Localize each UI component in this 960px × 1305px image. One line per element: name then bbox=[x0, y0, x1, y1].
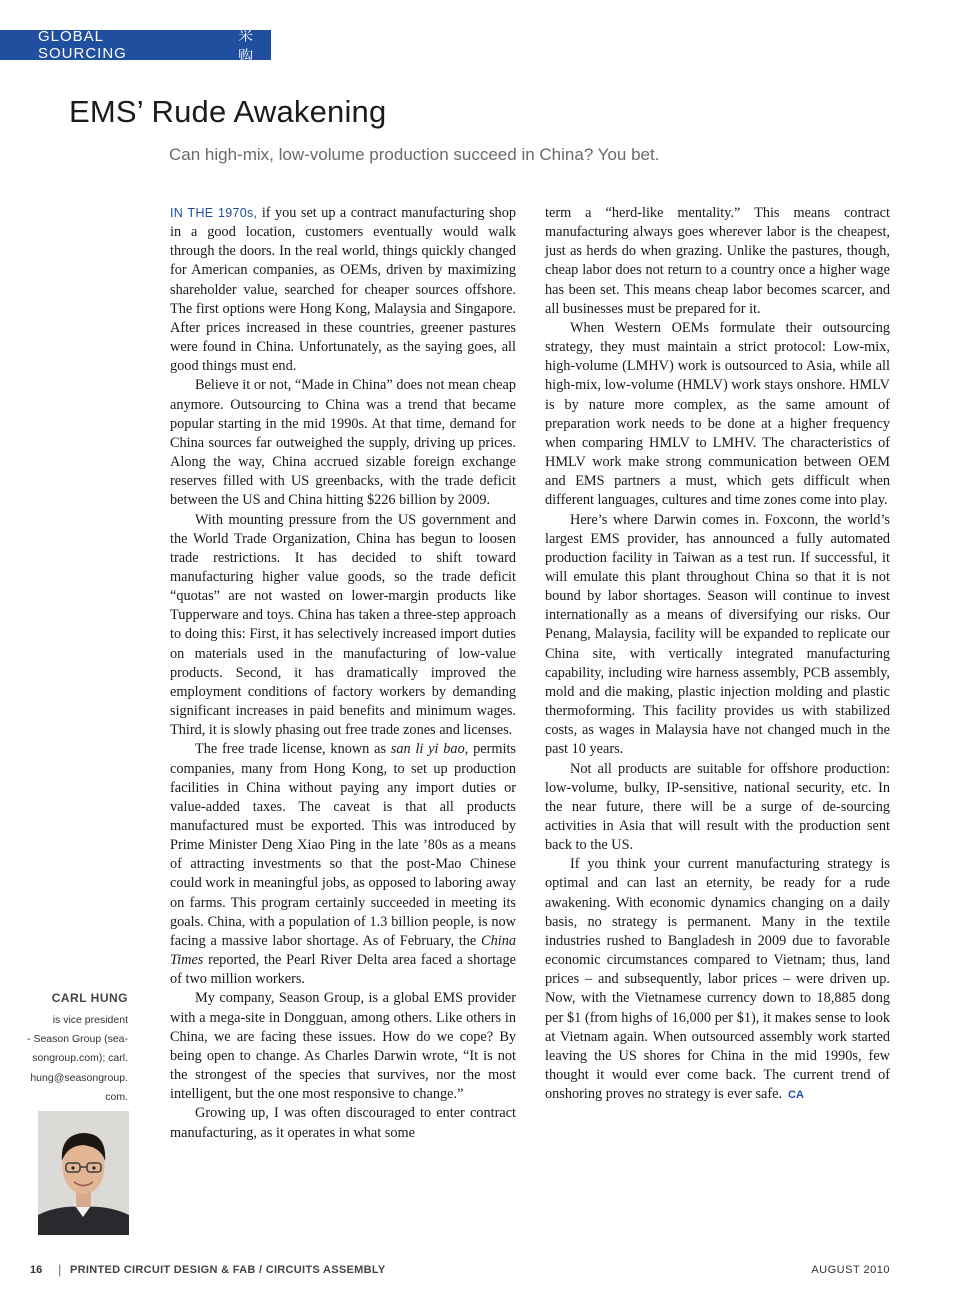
paragraph: term a “herd-like mentality.” This means contract manufacturing always goes wherever labor is the cheapest, just as herds do when grazing. Unlike the pastures, though, cheap labor does not return to a country once a higher wage has been set. This means cheap labor becomes scarcer, and all businesses must be prepared for it. bbox=[545, 205, 890, 317]
paragraph: Believe it or not, “Made in China” does not mean cheap anymore. Outsourcing to China was a trend that became popular starting in the mid 1990s. At that time, demand for China sources far outweighed the supply, driving up prices. Along the way, China accrued sizable foreign exchange reserves filled with US greenbacks, with the trade deficit between the US and China hitting $226 billion by 2009. bbox=[170, 377, 516, 509]
paragraph: With mounting pressure from the US government and the World Trade Organization, China has begun to loosen trade restrictions. It has decided to shift toward manufacturing higher value goods, so the trade deficit “quotas” are not wasted on lower-margin products like Tupperware and toys. China has taken a three-step approach to doing this: First, it has selectively increased import duties on materials used in the manufacturing of low-value products. Second, it has dramatically improved the employment conditions of factory workers by demanding significant increases in paid benefits and minimum wages. Third, it is slowly phasing out free trade zones and licenses. bbox=[170, 511, 516, 739]
paragraph: When Western OEMs formulate their outsourcing strategy, they must maintain a strict protocol: Low-mix, high-volume (LMHV) work is outsourced to Asia, while all high-mix, low-volume (HMLV) work stays onshore. HMLV is by nature more complex, as the same amount of preparation work needs to be done at a higher frequency when comparing HMLV to LMHV. The characteristics of HMLV work make strong communication between OEM and EMS partners a must, which gets difficult when different languages, cultures and time zones come into play. bbox=[545, 319, 890, 509]
footer-separator: | bbox=[58, 1262, 62, 1277]
author-box bbox=[20, 991, 128, 1107]
paragraph-text: The free trade license, known as bbox=[195, 741, 391, 758]
author-portrait-graphic bbox=[38, 1111, 129, 1235]
page-footer bbox=[0, 1262, 960, 1280]
author-bio-line: - Season Group (sea- bbox=[27, 1033, 128, 1046]
article-deck: Can high-mix, low-volume production succeed in China? You bet. bbox=[169, 145, 660, 164]
author-bio bbox=[20, 1011, 128, 1107]
author-bio-line: is vice president bbox=[52, 1014, 128, 1026]
section-label: GLOBAL SOURCING bbox=[38, 28, 127, 62]
section-label-cn: 采购 bbox=[238, 27, 256, 65]
paragraph bbox=[545, 855, 890, 1105]
paragraph-text: if you set up a contract manufacturing shop in a good location, customers eventually would walk through the doors. In the real world, things quickly changed for American companies, as OEMs, driven by maximizing shareholder value, searched for cheaper sources offshore. The first options were Hong Kong, Malaysia and Singapore. After prices increased in these countries, greener pastures were found in China. Unfortunately, as the saying goes, all good things must end. bbox=[170, 205, 517, 375]
paragraph: Not all products are suitable for offshore production: low-volume, bulky, IP-sensitive, national security, etc. In the near future, there will be a surge of de-sourcing activities in Asia that will result with the production sent back to the US. bbox=[545, 760, 890, 854]
publication-name: China Times bbox=[170, 932, 516, 969]
article-headline: EMS’ Rude Awakening bbox=[69, 94, 387, 129]
article-column-2 bbox=[545, 204, 890, 1105]
publication-name: PRINTED CIRCUIT DESIGN & FAB / CIRCUITS ASSEMBLY bbox=[70, 1264, 386, 1276]
author-bio-line: com. bbox=[105, 1090, 128, 1103]
paragraph bbox=[170, 204, 516, 376]
paragraph-text: , permits companies, many from Hong Kong, to set up production facilities in China without paying any import duties or value-added taxes. The caveat is that all products manufactured must be exported. This was introduced by Prime Minister Deng Xiao Ping in the late ’80s as a means of attracting investments so that the post-Mao Chinese could work in meaningful jobs, as opposed to laboring away on farms. This program certainly succeeded in meeting its goals. China, with a population of 1.3 billion people, is now facing a massive labor shortage. As of February, the bbox=[170, 741, 516, 949]
article-column-1 bbox=[170, 204, 516, 1143]
issue-date: AUGUST 2010 bbox=[811, 1264, 890, 1276]
paragraph bbox=[170, 740, 516, 989]
paragraph-text: If you think your current manufacturing strategy is optimal and can last an eternity, be ready for a rude awakening. With economic dynamics changing on a daily basis, no strategy is permanent. Many in the textile industries rushed to Bangladesh in 2009 due to favorable economic circumstances compared to Vietnam; thus, land prices – and subsequently, labor prices – were driven up. Now, with the Vietnamese currency down to 18,885 dong per $1 (from highs of 16,000 per $1), it makes sense to look at Vietnam again. When outsourced assembly work started leaving the US shores for China in the mid 1990s, few thought it would ever come back. The current trend of onshoring proves no strategy is ever safe. bbox=[545, 856, 890, 1103]
author-photo bbox=[38, 1111, 129, 1235]
paragraph: My company, Season Group, is a global EMS provider with a mega-site in Dongguan, among others. Like others in China, we are facing these issues. How do we cope? By being open to change. As Charles Darwin wrote, “It is not the strongest of the species that survives, nor the most intelligent, but the one most responsive to change.” bbox=[170, 990, 516, 1103]
paragraph: Growing up, I was often discouraged to enter contract manufacturing, as it operates in what some bbox=[170, 1105, 516, 1141]
author-bio-line: hung@seasongroup. bbox=[30, 1071, 128, 1084]
end-mark: CA bbox=[788, 1089, 804, 1102]
lead-in: IN THE 1970s, bbox=[170, 206, 258, 220]
paragraph: Here’s where Darwin comes in. Foxconn, the world’s largest EMS provider, has announced a fully automated production facility in Taiwan as a test run. If successful, it will emulate this plant throughout China so that it is not bound by labor shortages. Season will continue to invest internationally as a means of diversifying our risks. Our Penang, Malaysia, facility will be expanded to replicate our China site, with vertically integrated manufacturing capability, including wire harness assembly, PCB assembly, mold and die making, plastic injection molding and plastic thermoforming. This facility provides us with stabilized costs, as wages in Malaysia have not changed much in the past 10 years. bbox=[545, 511, 890, 758]
italic-term: san li yi bao bbox=[390, 741, 465, 758]
paragraph-text: reported, the Pearl River Delta area faced a shortage of two million workers. bbox=[170, 952, 516, 988]
section-tab bbox=[0, 27, 271, 65]
author-name: CARL HUNG bbox=[51, 991, 128, 1005]
page-number: 16 bbox=[30, 1264, 43, 1276]
author-bio-line: songroup.com); carl. bbox=[32, 1052, 128, 1065]
